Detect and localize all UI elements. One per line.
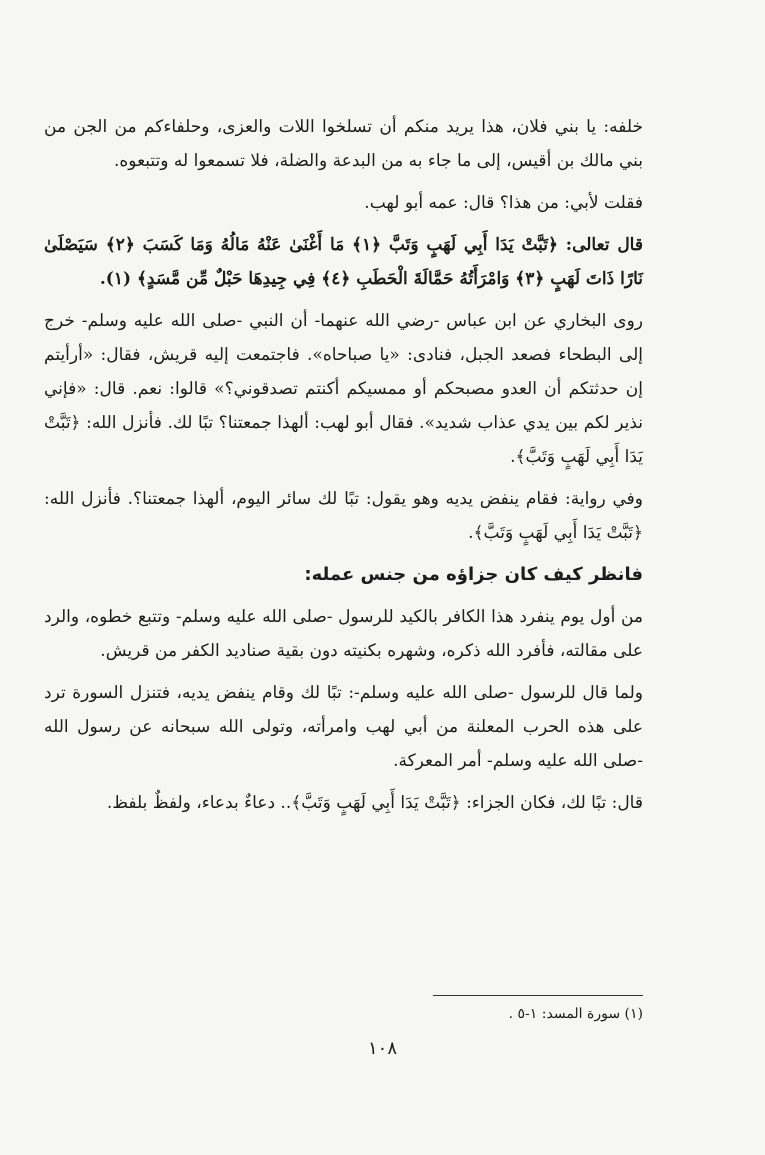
- section-heading: فانظر كيف كان جزاؤه من جنس عمله:: [304, 564, 643, 585]
- paragraph-after-1: من أول يوم ينفرد هذا الكافر بالكيد للرسول -صلى الله عليه وسلم- وتتبع خطوه، والرد على مقالته، فأفرد الله ذكره، وشهره بكنيته دون بقية صناديد الكفر من قريش.: [44, 607, 643, 661]
- footnote: (١) سورة المسد: ١-٥ .: [508, 1006, 643, 1022]
- quran-verse-paragraph: قال تعالى: ﴿تَبَّتْ يَدَا أَبِي لَهَبٍ وَتَبَّ ﴿١﴾ مَا أَغْنَىٰ عَنْهُ مَالُهُ وَمَا كَسَبَ ﴿٢﴾ سَيَصْلَىٰ نَارًا ذَاتَ لَهَبٍ ﴿٣﴾ وَامْرَأَتُهُ حَمَّالَةَ الْحَطَبِ ﴿٤﴾ فِي جِيدِهَا حَبْلٌ مِّن مَّسَدٍ﴾ (١).: [44, 235, 643, 289]
- footnote-divider: [433, 995, 643, 996]
- paragraph-riwaya: وفي رواية: فقام ينفض يديه وهو يقول: تبًا لك سائر اليوم، ألهذا جمعتنا؟. فأنزل الله: ﴿تَبَّتْ يَدَا أَبِي لَهَبٍ وَتَبَّ﴾.: [44, 489, 643, 543]
- paragraph-bukhari: روى البخاري عن ابن عباس -رضي الله عنهما- أن النبي -صلى الله عليه وسلم- خرج إلى البطحاء فصعد الجبل، فنادى: «يا صباحاه». فاجتمعت إليه قريش، فقال: «أرأيتم إن حدثتكم أن العدو مصبحكم أو ممسيكم أكنتم تصدقوني؟» قالوا: نعم. قال: «فإني نذير لكم بين يدي عذاب شديد». فقال أبو لهب: ألهذا جمعتنا؟ تبًا لك. فأنزل الله: ﴿تَبَّتْ يَدَا أَبِي لَهَبٍ وَتَبَّ﴾.: [44, 311, 643, 467]
- paragraph-1: خلفه: يا بني فلان، هذا يريد منكم أن تسلخوا اللات والعزى، وحلفاءكم من الجن من بني مالك بن أقيس، إلى ما جاء به من البدعة والضلة، فلا تسمعوا له وتتبعوه.: [44, 117, 643, 171]
- page-number: ١٠٨: [367, 1038, 397, 1059]
- paragraph-after-2: ولما قال للرسول -صلى الله عليه وسلم-: تبًا لك وقام ينفض يديه، فتنزل السورة ترد على هذه الحرب المعلنة من أبي لهب وامرأته، وتولى الله سبحانه عن رسول الله -صلى الله عليه وسلم- أمر المعركة.: [44, 683, 643, 771]
- paragraph-after-3: قال: تبًا لك، فكان الجزاء: ﴿تَبَّتْ يَدَا أَبِي لَهَبٍ وَتَبَّ﴾.. دعاءٌ بدعاء، ولفظٌ بلفظ.: [106, 793, 643, 813]
- paragraph-2: فقلت لأبي: من هذا؟ قال: عمه أبو لهب.: [364, 193, 643, 213]
